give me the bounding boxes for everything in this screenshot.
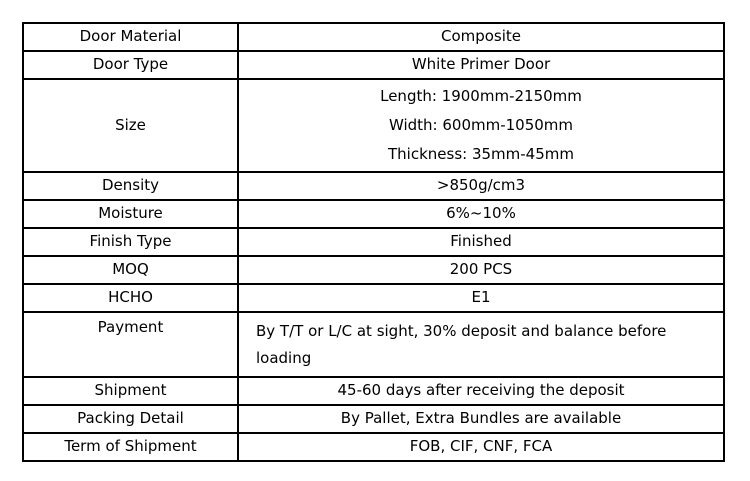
spec-row-hcho xyxy=(23,284,724,312)
spec-value: Finished xyxy=(238,228,724,256)
spec-value: By T/T or L/C at sight, 30% deposit and balance before loading xyxy=(238,312,724,377)
spec-label: Payment xyxy=(23,312,238,377)
spec-value: FOB, CIF, CNF, FCA xyxy=(238,433,724,461)
size-width-line: Width: 600mm-1050mm xyxy=(388,116,574,134)
spec-row-packing-detail xyxy=(23,405,724,433)
spec-value: >850g/cm3 xyxy=(238,172,724,200)
spec-value: By Pallet, Extra Bundles are available xyxy=(238,405,724,433)
spec-value: 200 PCS xyxy=(238,256,724,284)
spec-value: E1 xyxy=(238,284,724,312)
spec-value: 45-60 days after receiving the deposit xyxy=(238,377,724,405)
spec-label: Density xyxy=(23,172,238,200)
spec-row-door-material xyxy=(23,23,724,51)
spec-row-term-of-shipment xyxy=(23,433,724,461)
spec-row-payment xyxy=(23,312,724,377)
spec-label: MOQ xyxy=(23,256,238,284)
spec-value: White Primer Door xyxy=(238,51,724,79)
spec-row-shipment xyxy=(23,377,724,405)
spec-row-size xyxy=(23,79,724,172)
spec-label: Door Material xyxy=(23,23,238,51)
product-spec-table xyxy=(22,22,725,462)
spec-label: Finish Type xyxy=(23,228,238,256)
spec-label: Door Type xyxy=(23,51,238,79)
spec-label: Packing Detail xyxy=(23,405,238,433)
size-thickness-line: Thickness: 35mm-45mm xyxy=(388,145,574,163)
spec-label: Shipment xyxy=(23,377,238,405)
spec-row-moq xyxy=(23,256,724,284)
spec-label: Size xyxy=(23,79,238,172)
spec-row-finish-type xyxy=(23,228,724,256)
spec-value xyxy=(238,79,724,172)
spec-value: 6%~10% xyxy=(238,200,724,228)
size-length-line: Length: 1900mm-2150mm xyxy=(380,87,582,105)
spec-label: HCHO xyxy=(23,284,238,312)
spec-label: Moisture xyxy=(23,200,238,228)
spec-row-door-type xyxy=(23,51,724,79)
spec-row-moisture xyxy=(23,200,724,228)
spec-row-density xyxy=(23,172,724,200)
spec-label: Term of Shipment xyxy=(23,433,238,461)
spec-value: Composite xyxy=(238,23,724,51)
